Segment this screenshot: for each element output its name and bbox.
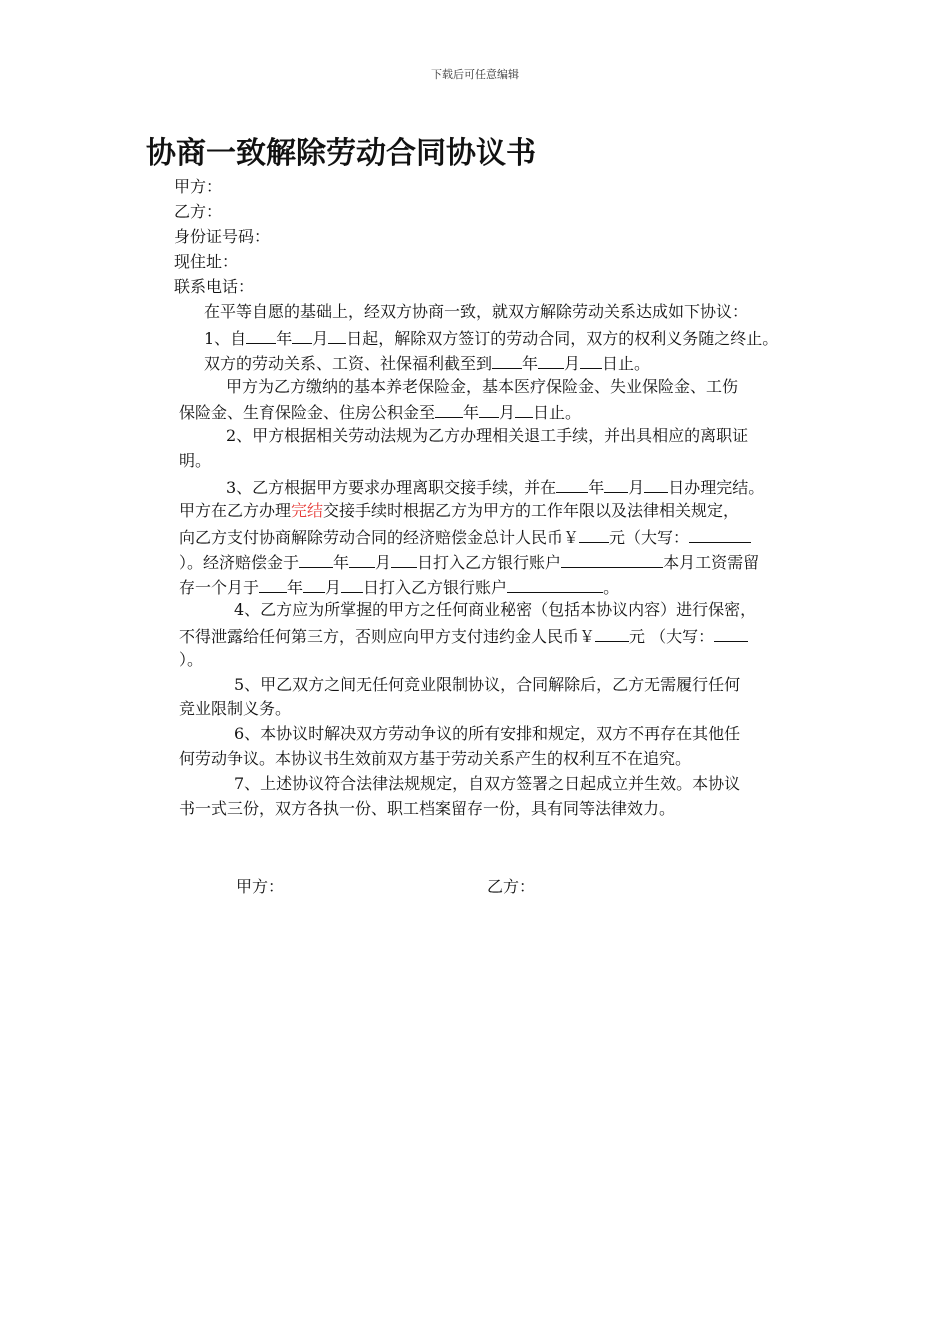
highlighted-text: 完结	[291, 501, 324, 520]
text: 月	[628, 478, 645, 497]
insurance-line-1: 甲方为乙方缴纳的基本养老保险金，基本医疗保险金、失业保险金、工伤	[226, 377, 739, 396]
text: 月	[499, 403, 516, 422]
text: 双方的劳动关系、工资、社保福利截至到	[204, 354, 493, 373]
clause-4-line-3: ）。	[179, 650, 204, 669]
text: ）。经济赔偿金于	[179, 553, 300, 572]
blank-amount	[595, 625, 629, 642]
blank-month	[604, 476, 628, 493]
id-number-label: 身份证号码：	[174, 227, 271, 246]
blank-amount-words	[714, 625, 748, 642]
text: 元（大写：	[609, 528, 690, 547]
text: 不得泄露给任何第三方，否则应向甲方支付违约金人民币￥	[179, 627, 596, 646]
party-a-label: 甲方：	[174, 177, 223, 196]
text: 交接手续时根据乙方为甲方的工作年限以及法律相关规定，	[323, 501, 740, 520]
blank-day	[580, 352, 602, 369]
clause-3-line-5	[179, 576, 619, 598]
text: 年	[522, 354, 539, 373]
text: 月	[325, 578, 342, 597]
blank-month	[349, 551, 375, 568]
clause-6-line-2: 何劳动争议。本协议书生效前双方基于劳动关系产生的权利互不在追究。	[179, 749, 692, 768]
signature-party-a: 甲方：	[236, 877, 285, 896]
document-title: 协商一致解除劳动合同协议书	[146, 136, 536, 171]
blank-year	[299, 551, 333, 568]
text: 月	[564, 354, 581, 373]
blank-day	[391, 551, 417, 568]
text: 日办理完结。	[668, 478, 765, 497]
clause-4-line-1: 4、乙方应为所掌握的甲方之任何商业秘密（包括本协议内容）进行保密，	[234, 600, 757, 619]
header-note: 下载后可任意编辑	[431, 68, 519, 81]
blank-year	[435, 401, 463, 418]
blank-month	[538, 352, 564, 369]
clause-4-line-2	[179, 625, 748, 647]
text: 日止。	[602, 354, 651, 373]
signature-party-b: 乙方：	[487, 877, 536, 896]
blank-amount-words	[689, 526, 751, 543]
text: 年	[287, 578, 304, 597]
text: 年	[463, 403, 480, 422]
clause-7-line-1: 7、上述协议符合法律法规规定，自双方签署之日起成立并生效。本协议	[234, 774, 741, 793]
party-b-label: 乙方：	[174, 202, 223, 221]
clause-2-line-2: 明。	[179, 451, 212, 470]
blank-day	[328, 327, 346, 344]
blank-month	[479, 401, 499, 418]
text: 年	[588, 478, 605, 497]
clause-7-line-2: 书一式三份，双方各执一份、职工档案留存一份，具有同等法律效力。	[179, 799, 676, 818]
clause-2-line-1: 2、甲方根据相关劳动法规为乙方办理相关退工手续，并出具相应的离职证	[226, 426, 749, 445]
clause-3-line-3	[179, 526, 751, 548]
blank-bank-account	[561, 551, 663, 568]
clause-1-line-2	[204, 352, 650, 374]
blank-month	[303, 576, 325, 593]
clause-6-line-1: 6、本协议时解决双方劳动争议的所有安排和规定，双方不再存在其他任	[234, 724, 741, 743]
clause-3-line-2	[179, 501, 739, 521]
text: 本月工资需留	[663, 553, 760, 572]
blank-amount	[579, 526, 609, 543]
clause-1-line-1	[204, 327, 778, 349]
text: 1、自	[204, 329, 247, 348]
text: 保险金、生育保险金、住房公积金至	[179, 403, 436, 422]
phone-label: 联系电话：	[174, 277, 255, 296]
text: 日打入乙方银行账户	[417, 553, 562, 572]
blank-year	[259, 576, 287, 593]
text: 甲方在乙方办理	[179, 501, 292, 520]
text: 。	[603, 578, 620, 597]
clause-5-line-2: 竞业限制义务。	[179, 699, 292, 718]
blank-bank-account	[507, 576, 603, 593]
blank-day	[341, 576, 363, 593]
text: 年	[333, 553, 350, 572]
text: 3、乙方根据甲方要求办理离职交接手续，并在	[226, 478, 557, 497]
insurance-line-2	[179, 401, 581, 423]
text: 元 （大写：	[629, 627, 715, 646]
text: 日打入乙方银行账户	[363, 578, 508, 597]
blank-year	[492, 352, 522, 369]
text: 月	[375, 553, 392, 572]
clause-3-line-4	[179, 551, 759, 573]
text: 日止。	[533, 403, 582, 422]
text: 存一个月于	[179, 578, 260, 597]
blank-month	[292, 327, 312, 344]
text: 日起，解除双方签订的劳动合同，双方的权利义务随之终止。	[346, 329, 779, 348]
text: 向乙方支付协商解除劳动合同的经济赔偿金总计人民币￥	[179, 528, 580, 547]
clause-5-line-1: 5、甲乙双方之间无任何竞业限制协议，合同解除后，乙方无需履行任何	[234, 675, 741, 694]
blank-year	[556, 476, 588, 493]
text: 月	[312, 329, 329, 348]
clause-3-line-1	[226, 476, 764, 498]
address-label: 现住址：	[174, 252, 239, 271]
blank-year	[246, 327, 276, 344]
blank-day	[515, 401, 533, 418]
intro-paragraph: 在平等自愿的基础上，经双方协商一致，就双方解除劳动关系达成如下协议：	[204, 302, 749, 321]
blank-day	[644, 476, 668, 493]
text: 年	[276, 329, 293, 348]
